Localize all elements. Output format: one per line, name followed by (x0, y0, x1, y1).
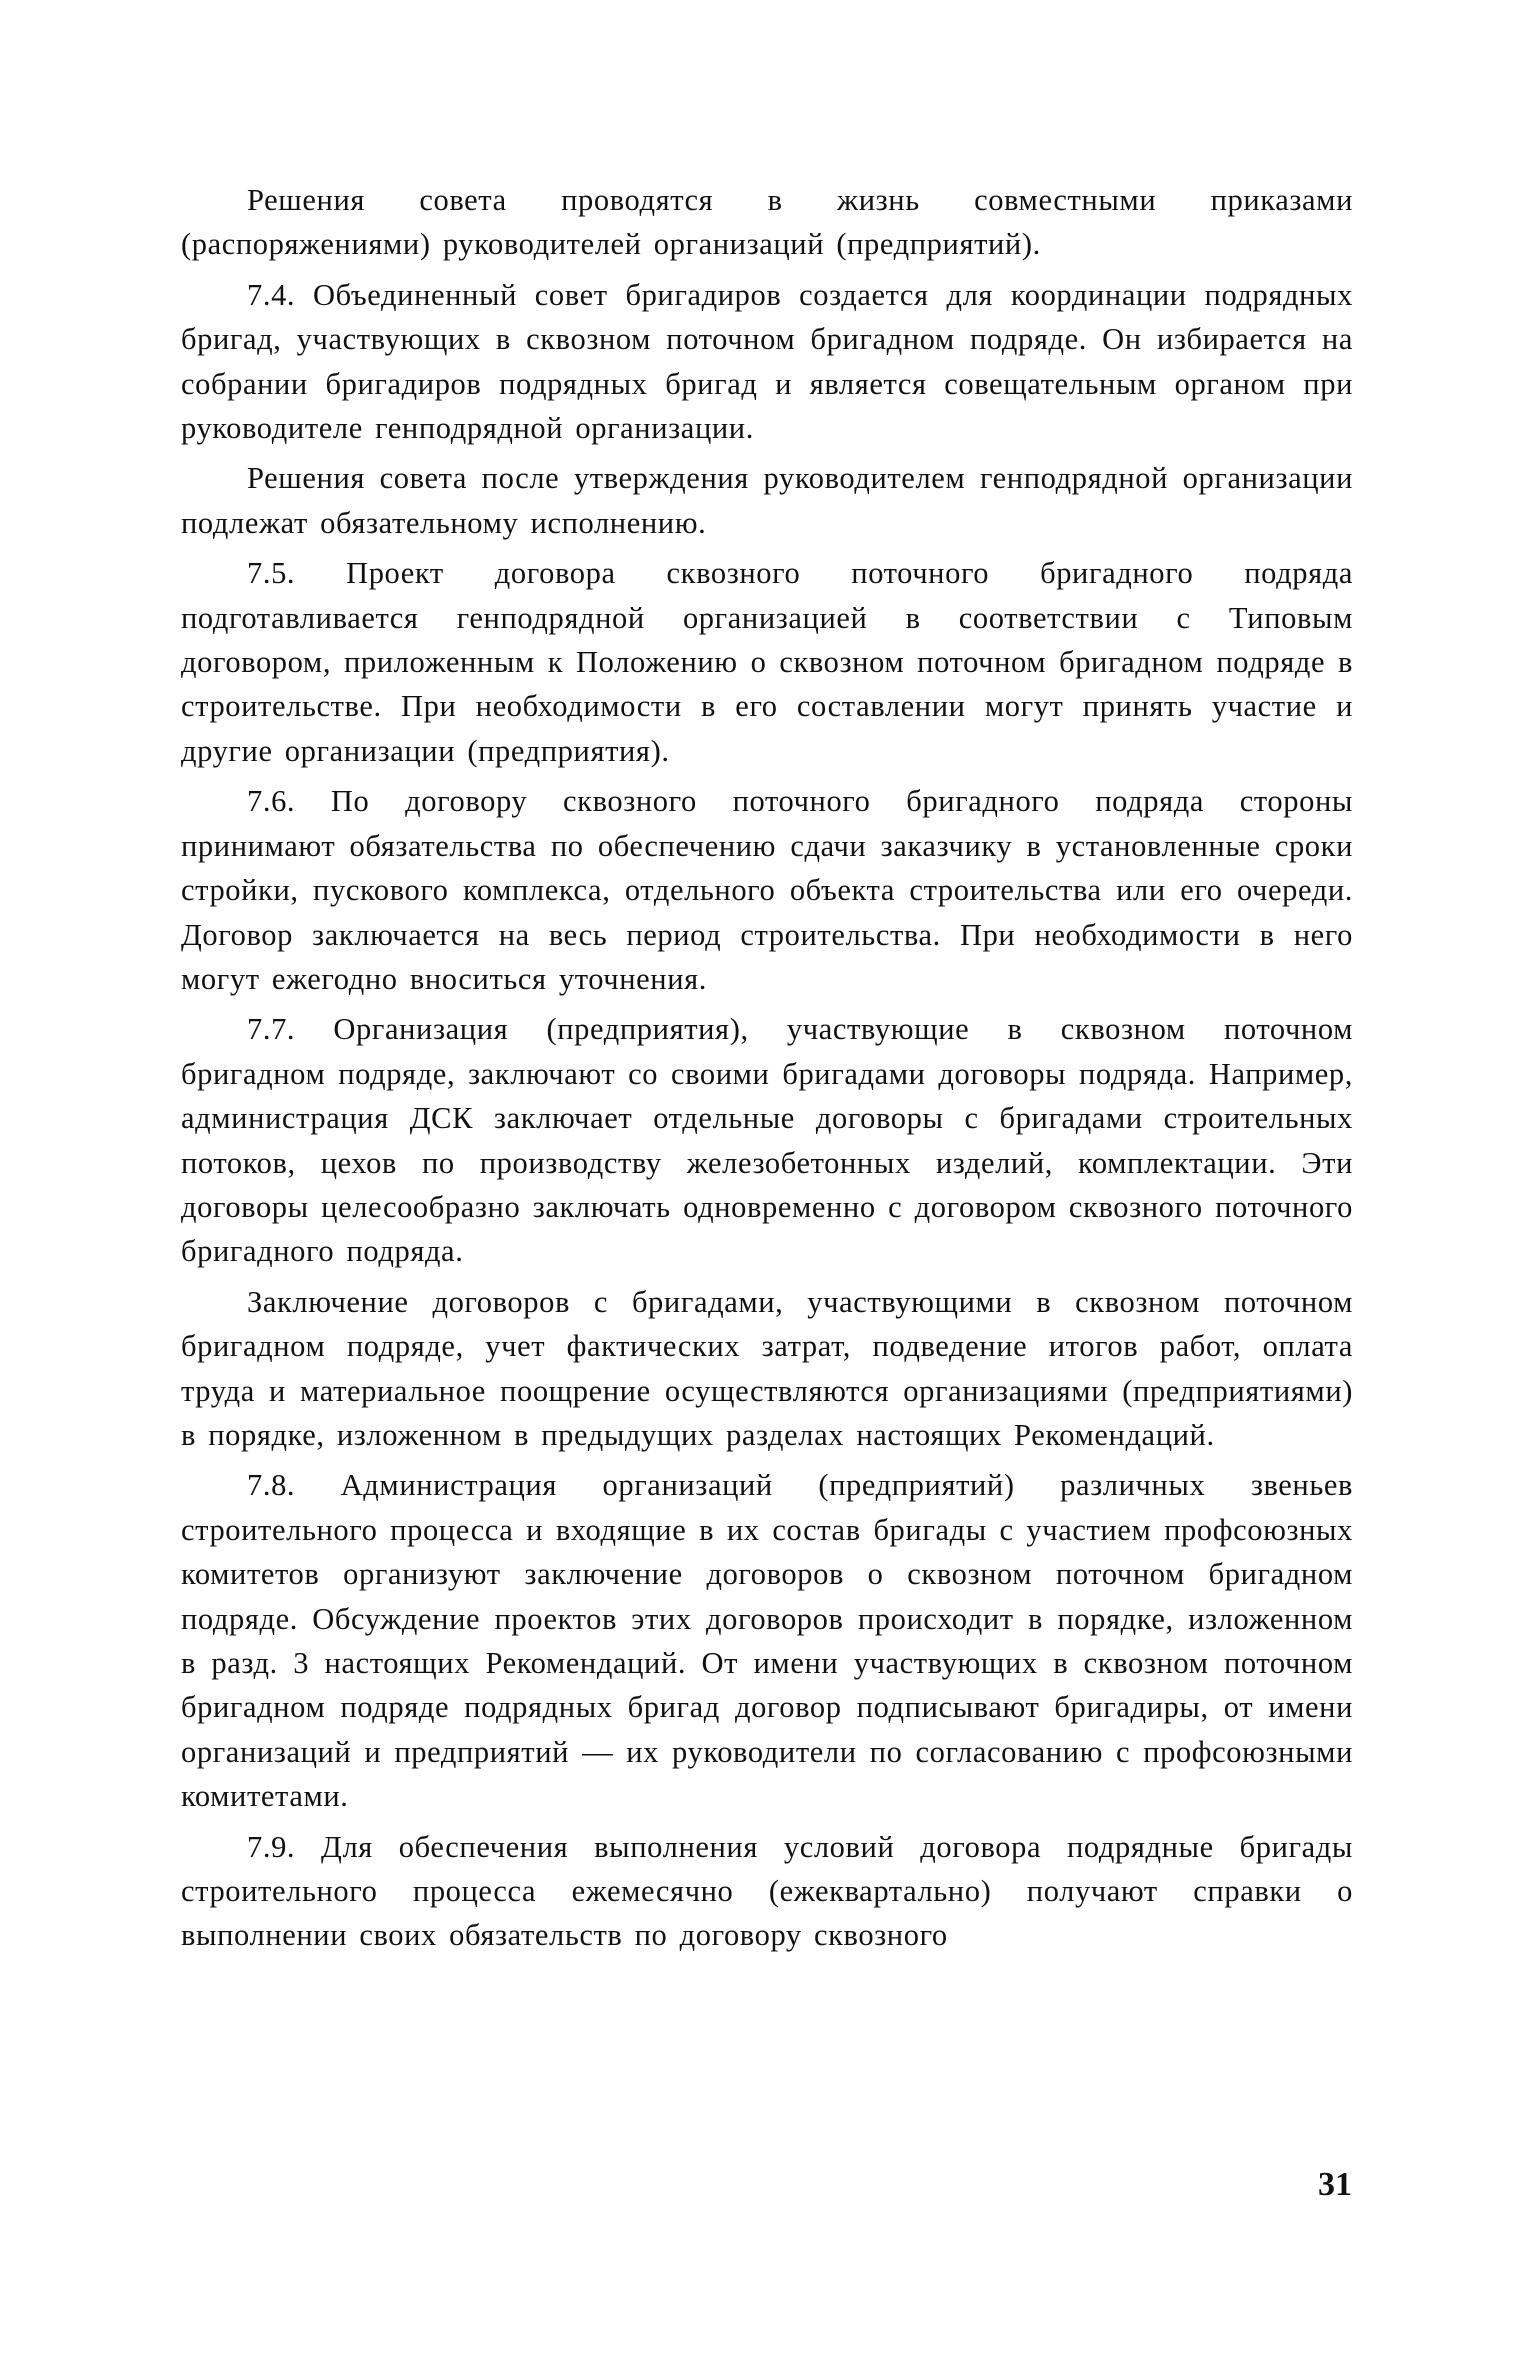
paragraph-contracts-conclusion: Заключение договоров с бригадами, участвующими в сквозном поточном бригадном подряде, учет фактических затрат, подведение итогов работ, оплата труда и материальное поощрение осуществляются организациями (предприятиями) в порядке, изложенном в предыдущих разделах настоящих Рекомендаций. (181, 1284, 1353, 1452)
paragraph-7-5: 7.5. Проект договора сквозного поточного бригадного подряда подготавливается генподрядной организацией в соответствии с Типовым договором, приложенным к Положению о сквозном поточном бригадном подряде в строительстве. При необходимости в его составлении могут принять участие и другие организации (предприятия). (181, 556, 1353, 768)
paragraph-7-7: 7.7. Организация (предприятия), участвующие в сквозном поточном бригадном подряде, заключают со своими бригадами договоры подряда. Например, администрация ДСК заключает отдельные договоры с бригадами строительных потоков, цехов по производству железобетонных изделий, комплектации. Эти договоры целесообразно заключать одновременно с договором сквозного поточного бригадного подряда. (181, 1012, 1353, 1269)
paragraph-7-6: 7.6. По договору сквозного поточного бригадного подряда стороны принимают обязательства по обеспечению сдачи заказчику в установленные сроки стройки, пускового комплекса, отдельного объекта строительства или его очереди. Договор заключается на весь период строительства. При необходимости в него могут ежегодно вноситься уточнения. (181, 784, 1353, 996)
page-number: 31 (1318, 2166, 1352, 2203)
paragraph-7-8: 7.8. Администрация организаций (предприятий) различных звеньев строительного процесса и входящие в их состав бригады с участием профсоюзных комитетов организуют заключение договоров о сквозном поточном бригадном подряде. Обсуждение проектов этих договоров происходит в порядке, изложенном в разд. 3 настоящих Рекомендаций. От имени участвующих в сквозном поточном бригадном подряде подрядных бригад договор подписывают бригадиры, от имени организаций и предприятий — их руководители по согласованию с профсоюзными комитетами. (181, 1468, 1353, 1814)
paragraph-7-9: 7.9. Для обеспечения выполнения условий договора подрядные бригады строительного процесса ежемесячно (ежеквартально) получают справки о выполнении своих обязательств по договору сквозного (181, 1829, 1353, 1953)
paragraph-council-decisions: Решения совета проводятся в жизнь совместными приказами (распоряжениями) руководителей организаций (предприятий). (181, 183, 1353, 262)
paragraph-council-approval: Решения совета после утверждения руководителем генподрядной организации подлежат обязательному исполнению. (181, 461, 1353, 540)
paragraph-7-4: 7.4. Объединенный совет бригадиров создается для координации подрядных бригад, участвующих в сквозном поточном бригадном подряде. Он избирается на собрании бригадиров подрядных бригад и является совещательным органом при руководителе генподрядной организации. (181, 277, 1353, 446)
page-body (181, 178, 1353, 1964)
